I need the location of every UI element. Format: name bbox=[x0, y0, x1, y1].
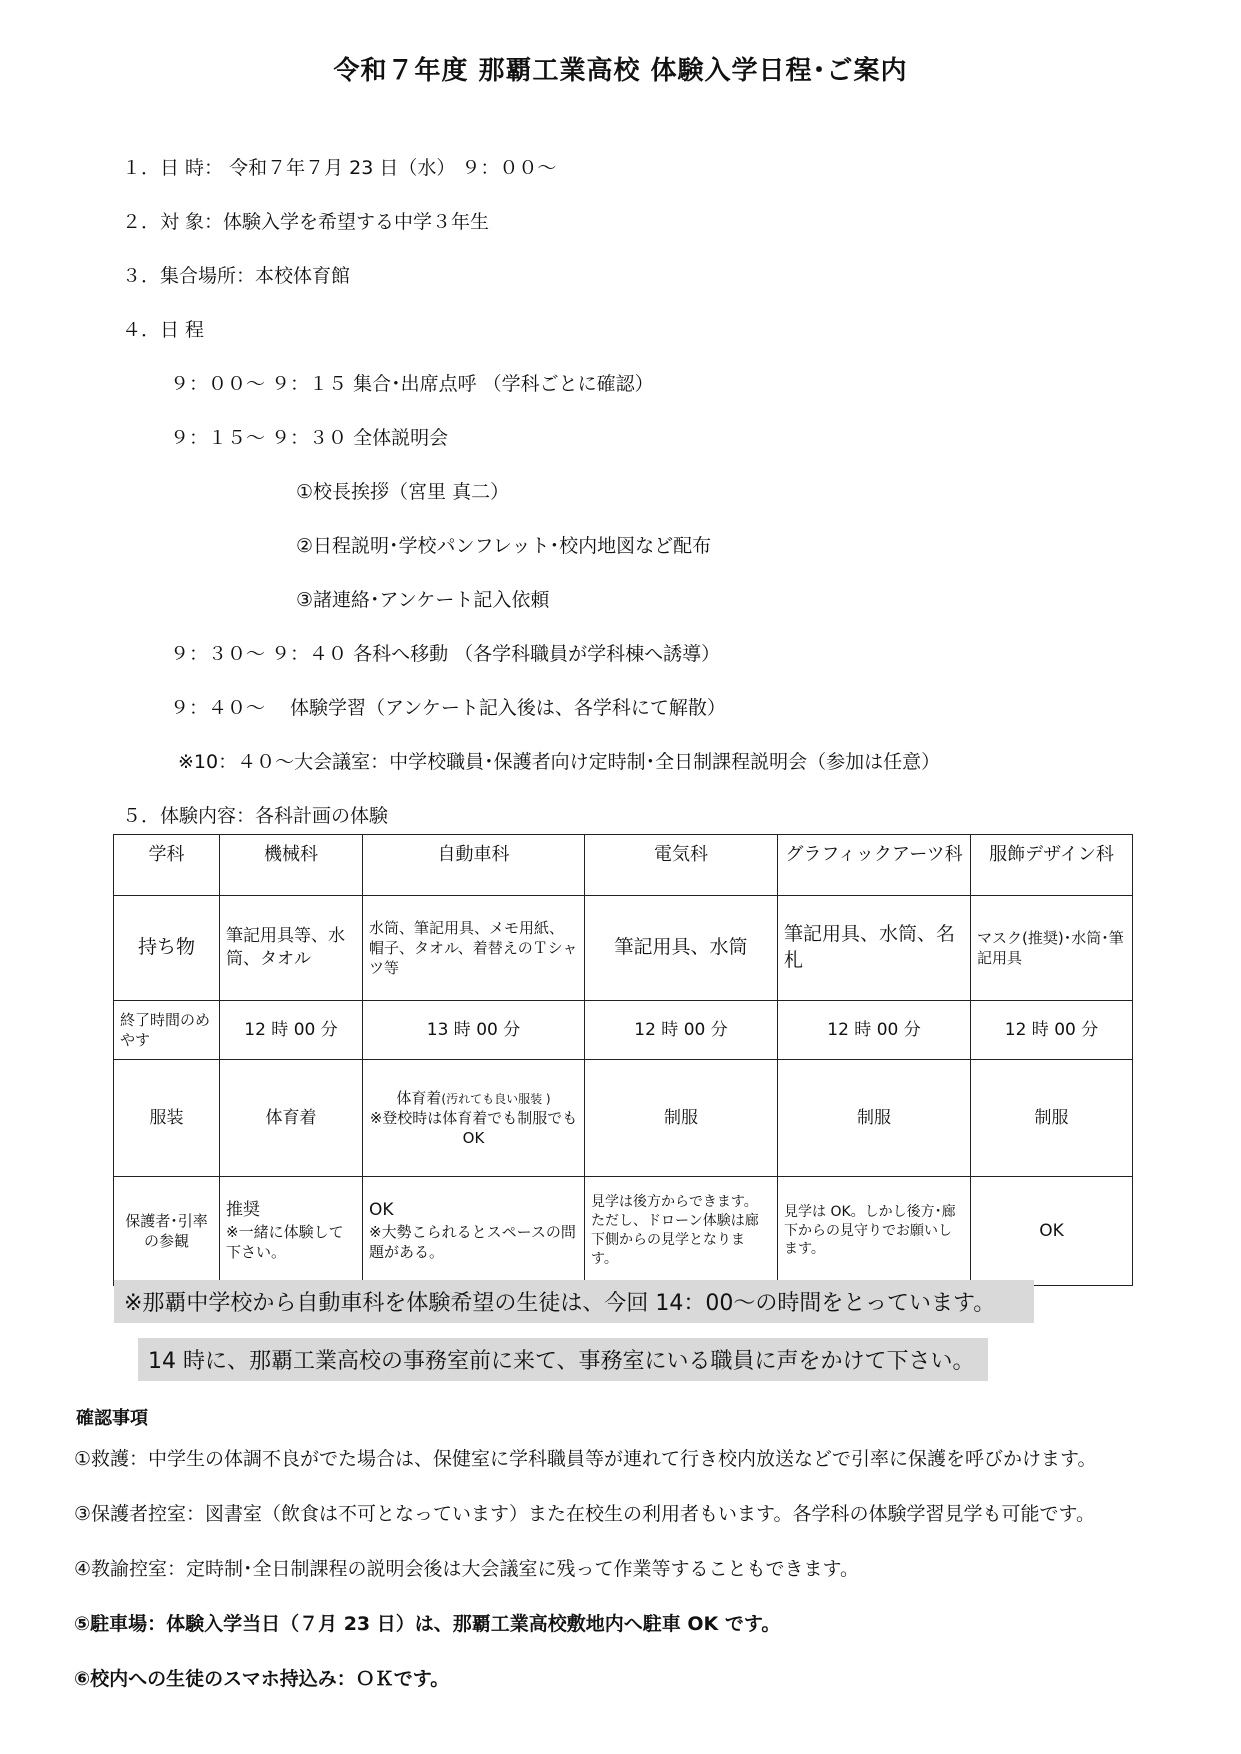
dress-auto-main: 体育着 bbox=[396, 1088, 442, 1107]
table-row-items bbox=[114, 896, 1133, 1001]
header-machine: 機械科 bbox=[220, 835, 363, 896]
cell-end-graphic: 12 時 00 分 bbox=[778, 1001, 971, 1060]
table-row-guardian bbox=[114, 1177, 1133, 1286]
header-graphic: グラフィックアーツ科 bbox=[778, 835, 971, 896]
experience-table bbox=[113, 834, 1133, 1286]
cell-end-auto: 13 時 00 分 bbox=[363, 1001, 585, 1060]
header-fashion: 服飾デザイン科 bbox=[971, 835, 1133, 896]
page-title: 令和７年度 那覇工業高校 体験入学日程･ご案内 bbox=[333, 56, 908, 86]
cell-items-electric: 筆記用具、水筒 bbox=[585, 896, 778, 1001]
schedule-item: ９：１５～ ９：３０ 全体説明会 bbox=[170, 427, 449, 449]
confirm-phones: ⑥校内への生徒のスマホ持込み：ＯＫです。 bbox=[74, 1668, 450, 1690]
cell-end-machine: 12 時 00 分 bbox=[220, 1001, 363, 1060]
cell-end-electric: 12 時 00 分 bbox=[585, 1001, 778, 1060]
dress-auto-paren: (汚れても良い服装 ) bbox=[441, 1091, 551, 1106]
guard-auto-main: OK bbox=[369, 1200, 394, 1221]
cell-guard-fashion: OK bbox=[971, 1177, 1133, 1286]
confirm-heading: 確認事項 bbox=[76, 1408, 148, 1429]
schedule-item: ９：３０～ ９：４０ 各科へ移動 （各学科職員が学科棟へ誘導） bbox=[170, 643, 721, 665]
cell-guard-auto bbox=[363, 1177, 585, 1286]
confirm-parking: ⑤駐車場：体験入学当日（７月 23 日）は、那覇工業高校敷地内へ駐車 OK です。 bbox=[74, 1613, 781, 1635]
schedule-subitem: ①校長挨拶（宮里 真二） bbox=[296, 481, 510, 503]
schedule-heading: ４．日 程 bbox=[122, 319, 205, 341]
confirm-teachers-room: ④教諭控室：定時制･全日制課程の説明会後は大会議室に残って作業等することもできます。 bbox=[74, 1558, 860, 1580]
schedule-subitem: ②日程説明･学校パンフレット･校内地図など配布 bbox=[296, 535, 712, 557]
cell-dress-graphic: 制服 bbox=[778, 1060, 971, 1177]
cell-end-fashion: 12 時 00 分 bbox=[971, 1001, 1133, 1060]
cell-dress-electric: 制服 bbox=[585, 1060, 778, 1177]
cell-items-fashion: マスク(推奨)･水筒･筆記用具 bbox=[971, 896, 1133, 1001]
row-label-endtime: 終了時間のめやす bbox=[114, 1001, 220, 1060]
cell-guard-machine bbox=[220, 1177, 363, 1286]
guard-machine-main: 推奨 bbox=[226, 1200, 260, 1221]
confirm-rescue: ①救護：中学生の体調不良がでた場合は、保健室に学科職員等が連れて行き校内放送などで引率に保護を呼びかけます。 bbox=[74, 1448, 1097, 1470]
row-label-items: 持ち物 bbox=[114, 896, 220, 1001]
row-label-dress: 服装 bbox=[114, 1060, 220, 1177]
cell-guard-electric: 見学は後方からできます。ただし、ドローン体験は廊下側からの見学となります。 bbox=[585, 1177, 778, 1286]
cell-items-graphic: 筆記用具、水筒、名札 bbox=[778, 896, 971, 1001]
guard-auto-note: ※大勢こられるとスペースの問題がある。 bbox=[369, 1223, 576, 1262]
schedule-item: ９：００～ ９：１５ 集合･出席点呼 （学科ごとに確認） bbox=[170, 373, 654, 395]
notice-line-1: ※那覇中学校から自動車科を体験希望の生徒は、今回 14：00～の時間をとっています。 bbox=[114, 1280, 1034, 1323]
guard-machine-note: ※一緒に体験して下さい。 bbox=[226, 1223, 344, 1262]
cell-dress-fashion: 制服 bbox=[971, 1060, 1133, 1177]
row-label-guardian: 保護者･引率の参観 bbox=[114, 1177, 220, 1286]
notice-line-2: 14 時に、那覇工業高校の事務室前に来て、事務室にいる職員に声をかけて下さい。 bbox=[138, 1338, 988, 1381]
header-auto: 自動車科 bbox=[363, 835, 585, 896]
cell-dress-auto bbox=[363, 1060, 585, 1177]
cell-items-auto: 水筒、筆記用具、メモ用紙、帽子、タオル、着替えのＴシャツ等 bbox=[363, 896, 585, 1001]
schedule-note: ※10：４０～大会議室：中学校職員･保護者向け定時制･全日制課程説明会（参加は任意） bbox=[178, 751, 941, 773]
dress-auto-note: ※登校時は体育着でも制服でも OK bbox=[369, 1108, 578, 1148]
table-row-dress bbox=[114, 1060, 1133, 1177]
item-target: ２．対 象：体験入学を希望する中学３年生 bbox=[122, 211, 490, 233]
item-place: ３．集合場所：本校体育館 bbox=[122, 265, 351, 287]
cell-guard-graphic: 見学は OK。しかし後方･廊下からの見守りでお願いします。 bbox=[778, 1177, 971, 1286]
header-electric: 電気科 bbox=[585, 835, 778, 896]
schedule-subitem: ③諸連絡･アンケート記入依頼 bbox=[296, 589, 550, 611]
table-header-row bbox=[114, 835, 1133, 896]
confirm-parents-room: ③保護者控室：図書室（飲食は不可となっています）また在校生の利用者もいます。各学科の体験学習見学も可能です。 bbox=[74, 1503, 1095, 1525]
schedule-item: ９：４０～ 体験学習（アンケート記入後は、各学科にて解散） bbox=[170, 697, 726, 719]
cell-dress-machine: 体育着 bbox=[220, 1060, 363, 1177]
cell-items-machine: 筆記用具等、水筒、タオル bbox=[220, 896, 363, 1001]
section5-heading: ５．体験内容：各科計画の体験 bbox=[122, 805, 389, 827]
header-dept: 学科 bbox=[114, 835, 220, 896]
item-date: １．日 時： 令和７年７月 23 日（水） ９：００～ bbox=[122, 157, 557, 179]
table-row-endtime bbox=[114, 1001, 1133, 1060]
